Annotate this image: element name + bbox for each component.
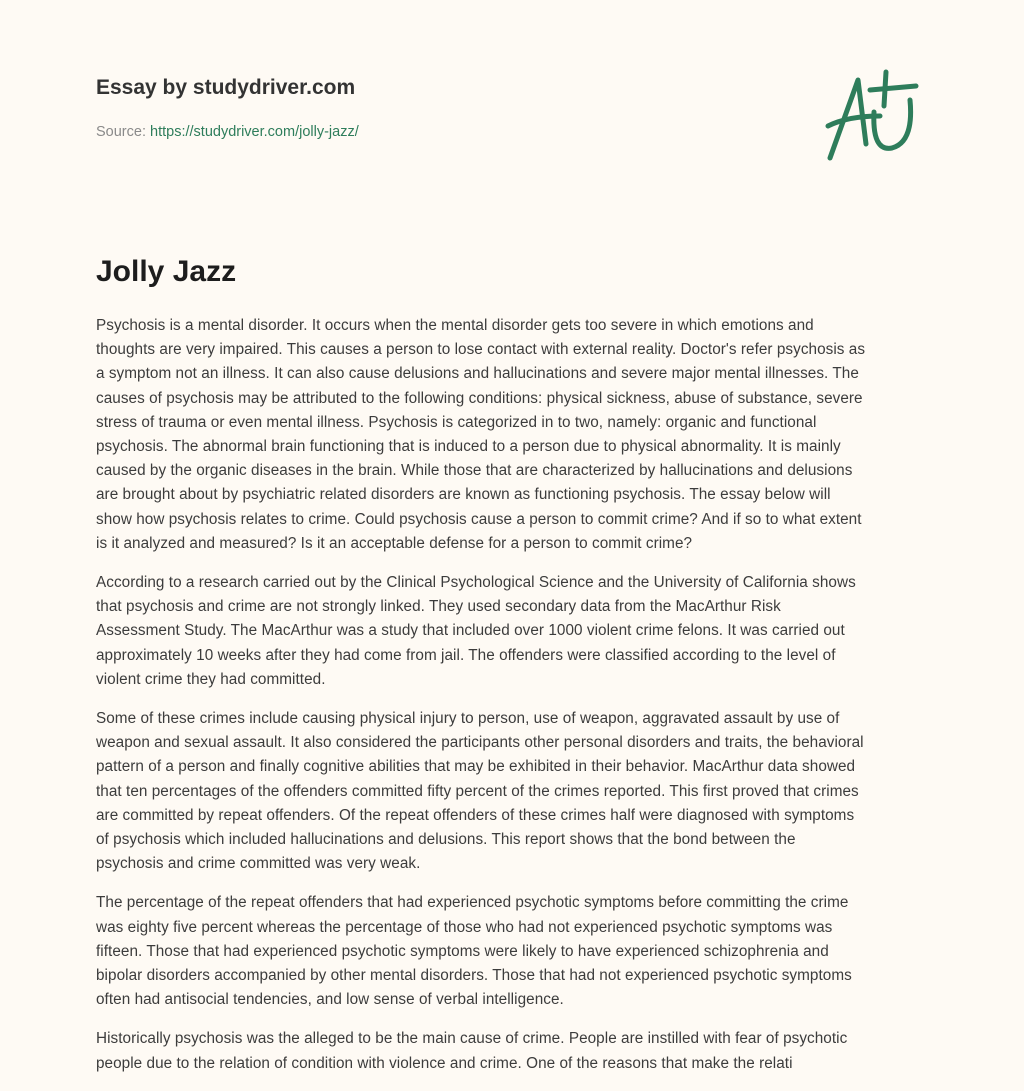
paragraph-line: is it analyzed and measured? Is it an acceptable defense for a person to commit crime?	[96, 534, 693, 552]
paragraph-line: Some of these crimes include causing physical injury to person, use of weapon, aggravated assault by use of	[96, 710, 840, 728]
paragraph-line: thoughts are very impaired. This causes a person to lose contact with external reality. Doctor's refer psychosis as	[96, 341, 866, 359]
paragraph-line: Assessment Study. The MacArthur was a study that included over 1000 violent crime felons. It was carried out	[96, 622, 845, 640]
paragraph-line: that ten percentages of the offenders committed fifty percent of the crimes reported. This first proved that crimes	[96, 782, 859, 800]
paragraph-line: are brought about by psychiatric related disorders are known as functioning psychosis. The essay below will	[96, 486, 831, 504]
paragraph-line: The percentage of the repeat offenders that had experienced psychotic symptoms before committing the crime	[96, 894, 849, 912]
paragraph-line: bipolar disorders accompanied by other mental disorders. Those that had not experienced psychotic symptoms	[96, 967, 852, 985]
essay-paragraph	[96, 571, 936, 692]
paragraph-line: often had antisocial tendencies, and low sense of verbal intelligence.	[96, 991, 564, 1009]
paragraph-line: psychosis and crime committed was very weak.	[96, 855, 421, 873]
paragraph-line: approximately 10 weeks after they had come from jail. The offenders were classified according to the level of	[96, 646, 836, 664]
essay-paragraph	[96, 707, 936, 876]
paragraph-line: Historically psychosis was the alleged to be the main cause of crime. People are instilled with fear of psychotic	[96, 1030, 848, 1048]
paragraph-line: people due to the relation of condition with violence and crime. One of the reasons that make the relati	[96, 1054, 793, 1072]
source-line	[96, 124, 359, 140]
a-plus-logo-icon	[818, 66, 930, 166]
paragraph-line: caused by the organic diseases in the brain. While those that are characterized by hallucinations and delusions	[96, 462, 853, 480]
paragraph-line: a symptom not an illness. It can also cause delusions and hallucinations and severe major mental illnesses. The	[96, 365, 859, 383]
paragraph-line: According to a research carried out by the Clinical Psychological Science and the University of California shows	[96, 574, 856, 592]
paragraph-line: that psychosis and crime are not strongly linked. They used secondary data from the MacArthur Risk	[96, 598, 781, 616]
essay-paragraph	[96, 314, 936, 556]
paragraph-line: are committed by repeat offenders. Of the repeat offenders of these crimes half were diagnosed with symptoms	[96, 806, 855, 824]
source-link[interactable]: https://studydriver.com/jolly-jazz/	[150, 124, 359, 140]
paragraph-line: weapon and sexual assault. It also considered the participants other personal disorders and traits, the behavioral	[96, 734, 864, 752]
site-brand: Essay by studydriver.com	[96, 76, 356, 99]
paragraph-line: stress of trauma or even mental illness. Psychosis is categorized in to two, namely: organic and functional	[96, 413, 817, 431]
page-title: Jolly Jazz	[96, 255, 237, 288]
paragraph-line: psychosis. The abnormal brain functioning that is induced to a person due to physical abnormality. It is mainly	[96, 438, 841, 456]
essay-body	[96, 314, 936, 1091]
paragraph-line: Psychosis is a mental disorder. It occurs when the mental disorder gets too severe in which emotions and	[96, 317, 814, 334]
paragraph-line: violent crime they had committed.	[96, 670, 326, 688]
paragraph-line: was eighty five percent whereas the percentage of those who had not experienced psychotic symptoms was	[96, 918, 833, 936]
paragraph-line: pattern of a person and finally cognitive abilities that may be exhibited in their behavior. MacArthur data showed	[96, 758, 856, 776]
essay-paragraph	[96, 891, 936, 1012]
essay-paragraph	[96, 1027, 936, 1075]
paragraph-line: fifteen. Those that had experienced psychotic symptoms were likely to have experienced schizophrenia and	[96, 942, 829, 960]
source-label: Source:	[96, 124, 146, 140]
paragraph-line: show how psychosis relates to crime. Could psychosis cause a person to commit crime? And if so to what extent	[96, 510, 862, 528]
paragraph-line: causes of psychosis may be attributed to the following conditions: physical sickness, abuse of substance, severe	[96, 389, 863, 407]
paragraph-line: of psychosis which included hallucinations and delusions. This report shows that the bond between the	[96, 831, 796, 849]
